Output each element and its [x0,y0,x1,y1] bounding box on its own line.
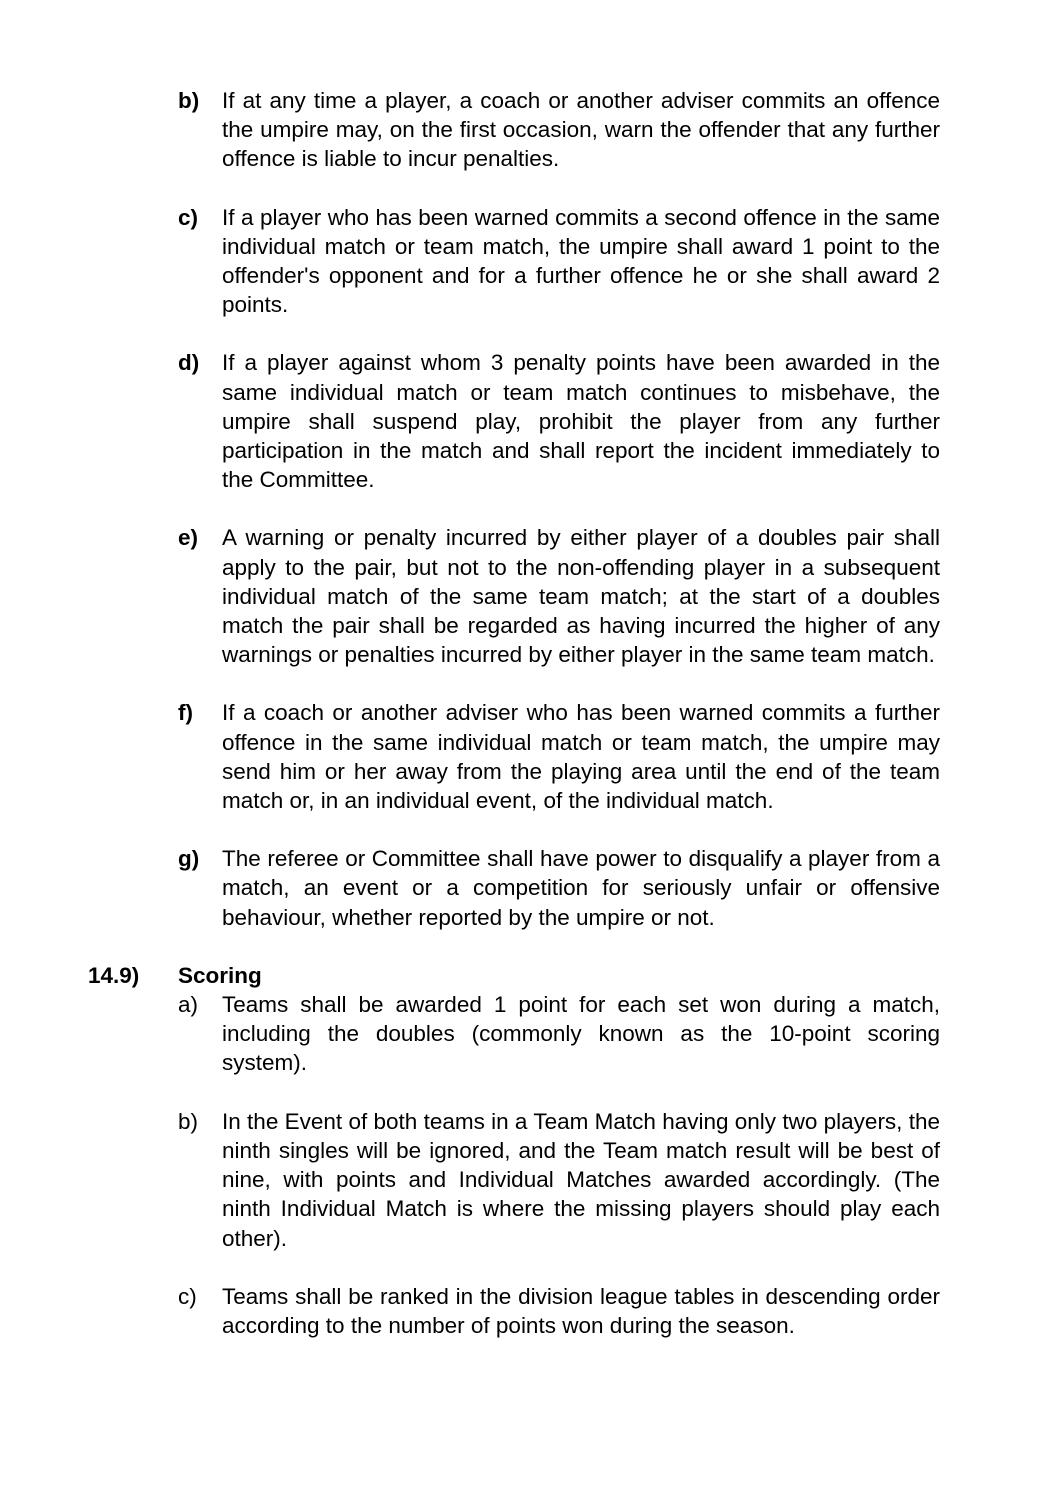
clause-marker: b) [178,88,200,113]
subclause-text: Teams shall be ranked in the division league tables in descending order according to the number of points won during the season. [222,1283,940,1338]
clause-text: If a coach or another adviser who has been warned commits a further offence in the same individual match or team match, the umpire may send him or her away from the playing area until the end of the team match or, in an individual event, of the individual match. [222,700,940,814]
scoring-item-b [88,1107,940,1253]
clause-marker: c) [178,204,199,230]
subclause-text: In the Event of both teams in a Team Match having only two players, the ninth singles will be ignored, and the Team match result will be best of nine, with points and Individual Matches awarded accordingly. (The ninth Individual Match is where the missing players should play each other). [222,1108,940,1251]
section-number: 14.9) [88,962,140,988]
clause-marker: g) [178,846,200,872]
clause-marker: e) [178,525,199,551]
subclause-text: Teams shall be awarded 1 point for each set won during a match, including the doubles (commonly known as the 10-point scoring system). [222,992,940,1076]
subclause-marker: c) [178,1283,197,1309]
clause-c [88,203,940,320]
scoring-item-a [88,990,940,1078]
clause-text: If a player against whom 3 penalty points have been awarded in the same individual match or team match continues to misbehave, the umpire shall suspend play, prohibit the player from any further participation in the match and shall report the incident immediately to the Committee. [222,350,940,493]
clause-text: If a player who has been warned commits a second offence in the same individual match or team match, the umpire shall award 1 point to the offender's opponent and for a further offence he or she shall award 2 points. [222,204,940,318]
scoring-item-c [88,1282,940,1340]
clause-e [88,523,940,669]
clause-text: The referee or Committee shall have power to disqualify a player from a match, an event or a competition for seriously unfair or offensive behaviour, whether reported by the umpire or not. [222,846,940,930]
section-heading-scoring [88,961,940,990]
clause-f [88,698,940,815]
clause-marker: d) [178,350,200,376]
clause-d [88,348,940,494]
clause-marker: f) [178,700,193,726]
subclause-marker: b) [178,1108,199,1134]
clause-text: A warning or penalty incurred by either player of a doubles pair shall apply to the pair, but not to the non-offending player in a subsequent individual match of the same team match; at the start of a doubles match the pair shall be regarded as having incurred the higher of any warnings or penalties incurred by either player in the same team match. [222,525,940,668]
clause-b [88,86,940,174]
clause-g [88,844,940,932]
clause-text: If at any time a player, a coach or another adviser commits an offence the umpire may, on the first occasion, warn the offender that any further offence is liable to incur penalties. [222,88,940,172]
section-title: Scoring [178,962,262,988]
subclause-marker: a) [178,992,199,1018]
